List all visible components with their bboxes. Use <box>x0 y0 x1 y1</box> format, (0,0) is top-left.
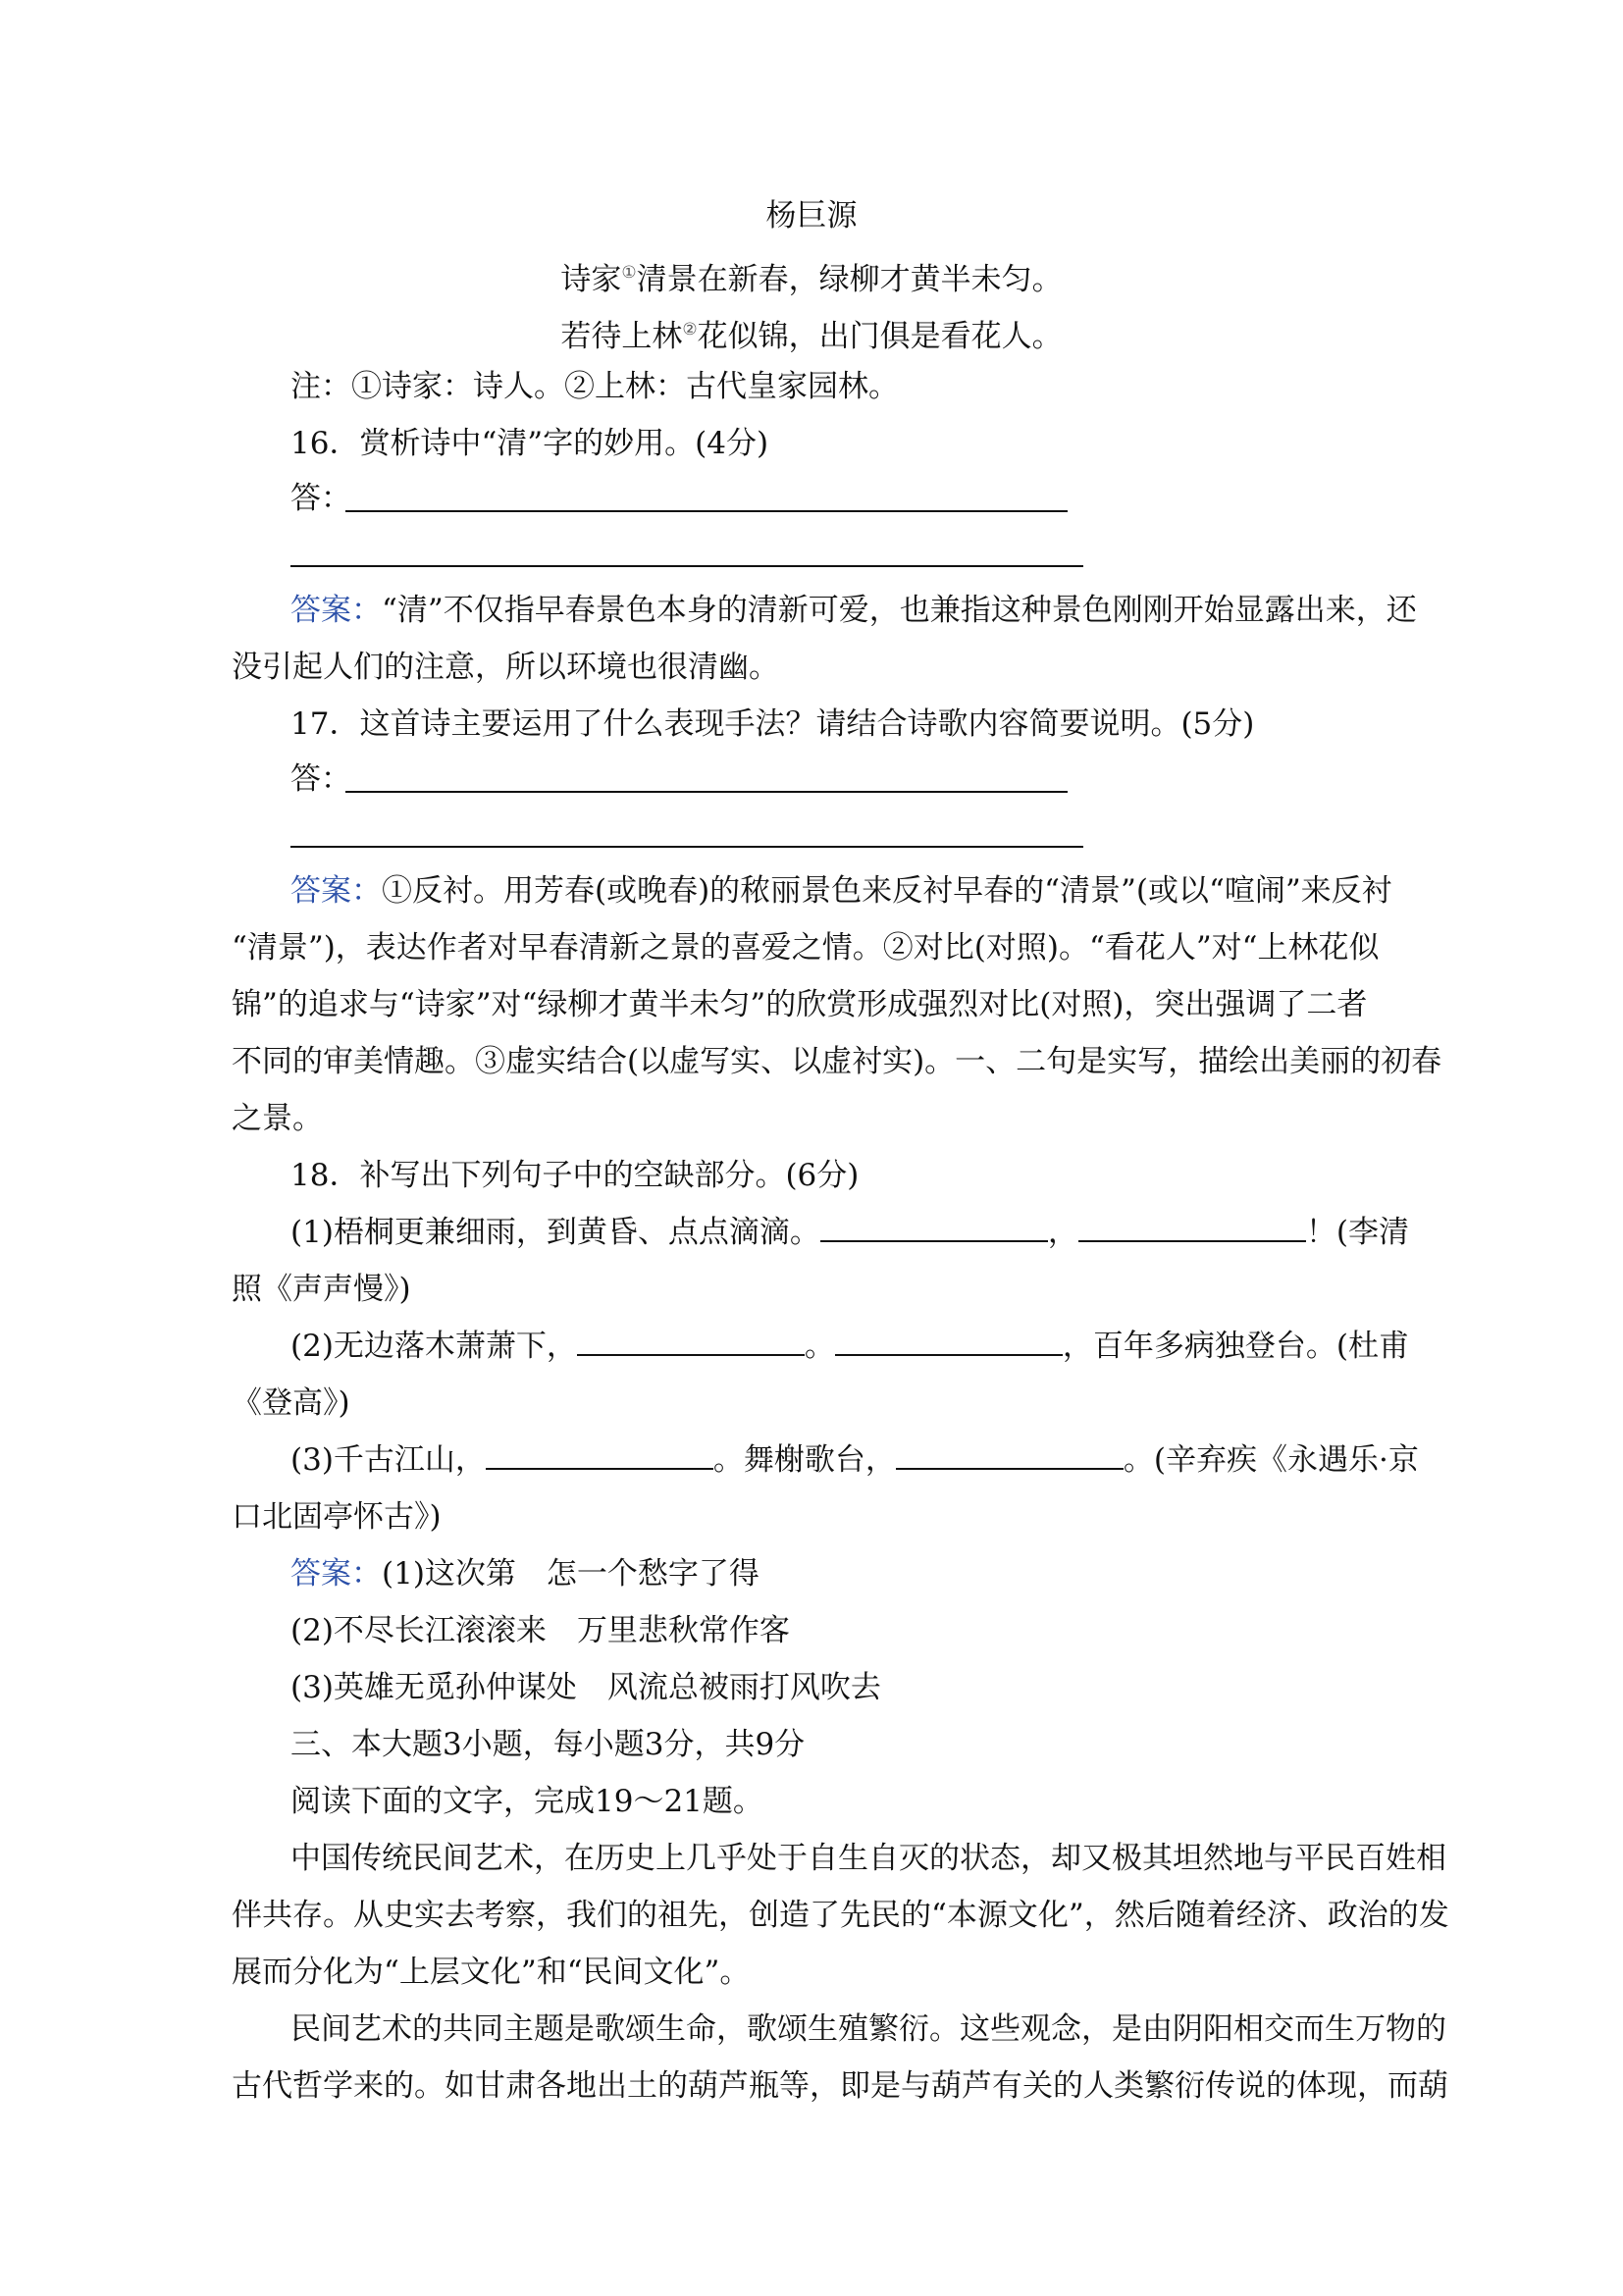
poem-author: 杨巨源 <box>765 198 858 234</box>
q18-item-1 <box>290 1211 1409 1254</box>
q18-item-2-end: ，百年多病独登台。(杜甫 <box>1062 1329 1410 1364</box>
poem-line-1-a: 诗家 <box>560 262 622 297</box>
q16-answer-row-1 <box>290 589 1417 632</box>
poem-line-2-b: 花似锦，出门俱是看花人。 <box>697 319 1063 354</box>
q18-item-2-cont: 《登高》) <box>232 1385 350 1421</box>
q17-answer-text-5: 之景。 <box>232 1101 323 1136</box>
q17-answer-row-1 <box>290 869 1392 913</box>
poem-line-2 <box>0 308 1623 358</box>
q18-answer-3: (3)英雄无觅孙仲谋处 风流总被雨打风吹去 <box>290 1670 881 1705</box>
q16-answer-prefix: 答： <box>290 481 351 516</box>
q18-item-1-text: (1)梧桐更兼细雨，到黄昏、点点滴滴。 <box>290 1215 820 1250</box>
q18-answer-label: 答案： <box>290 1556 382 1592</box>
passage-p2-line-2: 古代哲学来的。如甘肃各地出土的葫芦瓶等，即是与葫芦有关的人类繁衍传说的体现，而葫 <box>232 2068 1448 2104</box>
q18-item-1-cont: 照《声声慢》) <box>232 1272 411 1307</box>
q18-item-1-blank-2[interactable] <box>1078 1211 1306 1242</box>
footnote-mark-1: ① <box>621 263 637 283</box>
q16-answer-label: 答案： <box>290 593 382 628</box>
q18-item-2-text: (2)无边落木萧萧下， <box>290 1329 577 1364</box>
q17-answer-text-3: 锦”的追求与“诗家”对“绿柳才黄半未匀”的欣赏形成强烈对比(对照)，突出强调了二者 <box>232 987 1368 1022</box>
q16-answer-text-1: “清”不仅指早春景色本身的清新可爱，也兼指这种景色刚刚开始显露出来，还 <box>382 593 1417 628</box>
q17-answer-line-2[interactable] <box>290 846 1083 848</box>
q16-answer-line-1[interactable] <box>345 510 1068 512</box>
passage-p1-line-1: 中国传统民间艺术，在历史上几乎处于自生自灭的状态，却又极其坦然地与平民百姓相 <box>290 1841 1446 1876</box>
section-3-heading: 三、本大题3小题，每小题3分，共9分 <box>290 1727 806 1762</box>
q17-question: 17．这首诗主要运用了什么表现手法？请结合诗歌内容简要说明。(5分) <box>290 706 1255 742</box>
q16-answer-text-2: 没引起人们的注意，所以环境也很清幽。 <box>232 650 779 685</box>
q18-answer-1: (1)这次第 怎一个愁字了得 <box>382 1556 759 1592</box>
poem-line-2-a: 若待上林 <box>560 319 683 354</box>
q17-answer-label: 答案： <box>290 873 382 909</box>
q17-answer-text-2: “清景”)，表达作者对早春清新之景的喜爱之情。②对比(对照)。“看花人”对“上林花似 <box>232 930 1380 965</box>
q18-item-3-sep: 。舞榭歌台， <box>712 1442 896 1478</box>
q17-answer-prefix: 答： <box>290 761 351 797</box>
q16-answer-line-2[interactable] <box>290 565 1083 567</box>
q18-item-3 <box>290 1438 1419 1482</box>
q18-item-3-text: (3)千古江山， <box>290 1442 486 1478</box>
q18-item-2-blank-2[interactable] <box>835 1325 1063 1356</box>
q18-answer-2: (2)不尽长江滚滚来 万里悲秋常作客 <box>290 1613 790 1648</box>
q18-item-2 <box>290 1325 1409 1368</box>
q18-item-3-blank-2[interactable] <box>896 1438 1124 1470</box>
footnote-mark-2: ② <box>682 320 698 339</box>
q18-item-3-end: 。(辛弃疾《永遇乐·京 <box>1123 1442 1419 1478</box>
poem-note: 注：①诗家：诗人。②上林：古代皇家园林。 <box>290 369 899 404</box>
q18-answer-row-1 <box>290 1552 759 1595</box>
q18-item-1-end: ！(李清 <box>1305 1215 1410 1250</box>
passage-p1-line-3: 展而分化为“上层文化”和“民间文化”。 <box>232 1955 751 1990</box>
q17-answer-text-1: ①反衬。用芳春(或晚春)的秾丽景色来反衬早春的“清景”(或以“喧闹”来反衬 <box>382 873 1392 909</box>
q18-item-1-blank-1[interactable] <box>820 1211 1048 1242</box>
q18-item-1-sep: ， <box>1047 1215 1078 1250</box>
q18-item-2-blank-1[interactable] <box>577 1325 805 1356</box>
section-3-instruction: 阅读下面的文字，完成19～21题。 <box>290 1784 763 1819</box>
q18-item-3-blank-1[interactable] <box>486 1438 713 1470</box>
q17-answer-text-4: 不同的审美情趣。③虚实结合(以虚写实、以虚衬实)。一、二句是实写，描绘出美丽的初春 <box>232 1044 1442 1079</box>
q17-answer-line-1[interactable] <box>345 791 1068 793</box>
poem-line-1-b: 清景在新春，绿柳才黄半未匀。 <box>636 262 1063 297</box>
q18-item-3-cont: 口北固亭怀古》) <box>232 1499 442 1535</box>
poem-line-1 <box>0 251 1623 301</box>
q18-item-2-sep: 。 <box>804 1329 835 1364</box>
passage-p2-line-1: 民间艺术的共同主题是歌颂生命，歌颂生殖繁衍。这些观念，是由阴阳相交而生万物的 <box>290 2011 1446 2047</box>
q16-question: 16．赏析诗中“清”字的妙用。(4分) <box>290 426 769 461</box>
q18-question: 18．补写出下列句子中的空缺部分。(6分) <box>290 1158 860 1193</box>
passage-p1-line-2: 伴共存。从史实去考察，我们的祖先，创造了先民的“本源文化”，然后随着经济、政治的发 <box>232 1898 1449 1933</box>
